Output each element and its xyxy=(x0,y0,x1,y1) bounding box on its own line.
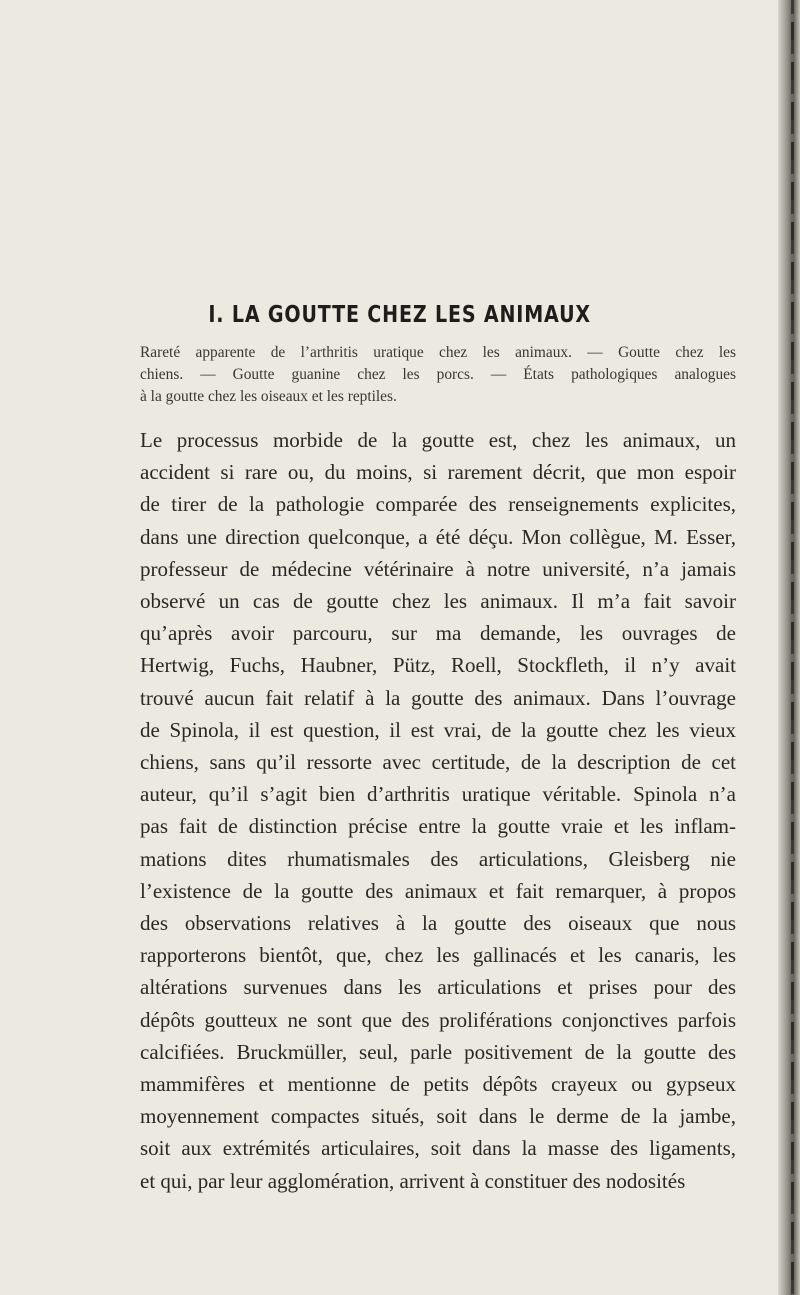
body-line: soit aux extrémités articulaires, soit dans la masse des ligaments, xyxy=(140,1136,736,1161)
body-line: observé un cas de goutte chez les animaux. Il m’a fait savoir xyxy=(140,589,736,614)
body-line: altérations survenues dans les articulations et prises pour des xyxy=(140,975,736,1000)
body-line: pas fait de distinction précise entre la goutte vraie et les inflam- xyxy=(140,814,736,839)
body-line: de Spinola, il est question, il est vrai, de la goutte chez les vieux xyxy=(140,717,736,742)
body-line: auteur, qu’il s’agit bien d’arthritis uratique véritable. Spinola n’a xyxy=(140,782,736,807)
body-line: des observations relatives à la goutte des oiseaux que nous xyxy=(140,911,736,936)
body-line: de tirer de la pathologie comparée des renseignements explicites, xyxy=(140,492,736,517)
body-line: Le processus morbide de la goutte est, chez les animaux, un xyxy=(140,428,736,452)
chapter-summary xyxy=(140,342,736,408)
body-paragraph xyxy=(140,424,736,1197)
body-line: l’existence de la goutte des animaux et fait remarquer, à propos xyxy=(140,878,736,903)
body-line: rapporterons bientôt, que, chez les gallinacés et les canaris, les xyxy=(140,943,736,968)
chapter-title: I. LA GOUTTE CHEZ LES ANIMAUX xyxy=(208,302,591,328)
summary-line: chiens. — Goutte guanine chez les porcs. — États pathologiques analogues xyxy=(140,366,736,383)
body-line: qu’après avoir parcouru, sur ma demande, les ouvrages de xyxy=(140,621,736,646)
summary-line: Rareté apparente de l’arthritis uratique chez les animaux. — Goutte chez les xyxy=(140,344,736,361)
summary-line: à la goutte chez les oiseaux et les reptiles. xyxy=(140,388,397,405)
body-line: mations dites rhumatismales des articulations, Gleisberg nie xyxy=(140,846,736,871)
body-line: Hertwig, Fuchs, Haubner, Pütz, Roell, Stockfleth, il n’y avait xyxy=(140,653,736,678)
body-line: calcifiées. Bruckmüller, seul, parle positivement de la goutte des xyxy=(140,1039,736,1064)
body-line: trouvé aucun fait relatif à la goutte des animaux. Dans l’ouvrage xyxy=(140,685,736,710)
body-line: mammifères et mentionne de petits dépôts crayeux ou gypseux xyxy=(140,1072,736,1097)
body-line: dans une direction quelconque, a été déçu. Mon collègue, M. Esser, xyxy=(140,524,736,549)
page-edge-shadow xyxy=(778,0,800,1295)
body-line: moyennement compactes situés, soit dans le derme de la jambe, xyxy=(140,1104,736,1129)
body-line: chiens, sans qu’il ressorte avec certitude, de la description de cet xyxy=(140,750,736,775)
body-line: professeur de médecine vétérinaire à notre université, n’a jamais xyxy=(140,556,736,581)
body-line: dépôts goutteux ne sont que des proliférations conjonctives parfois xyxy=(140,1007,736,1032)
body-line: et qui, par leur agglomération, arrivent à constituer des nodosités xyxy=(140,1168,686,1193)
body-line: accident si rare ou, du moins, si rarement décrit, que mon espoir xyxy=(140,460,736,485)
